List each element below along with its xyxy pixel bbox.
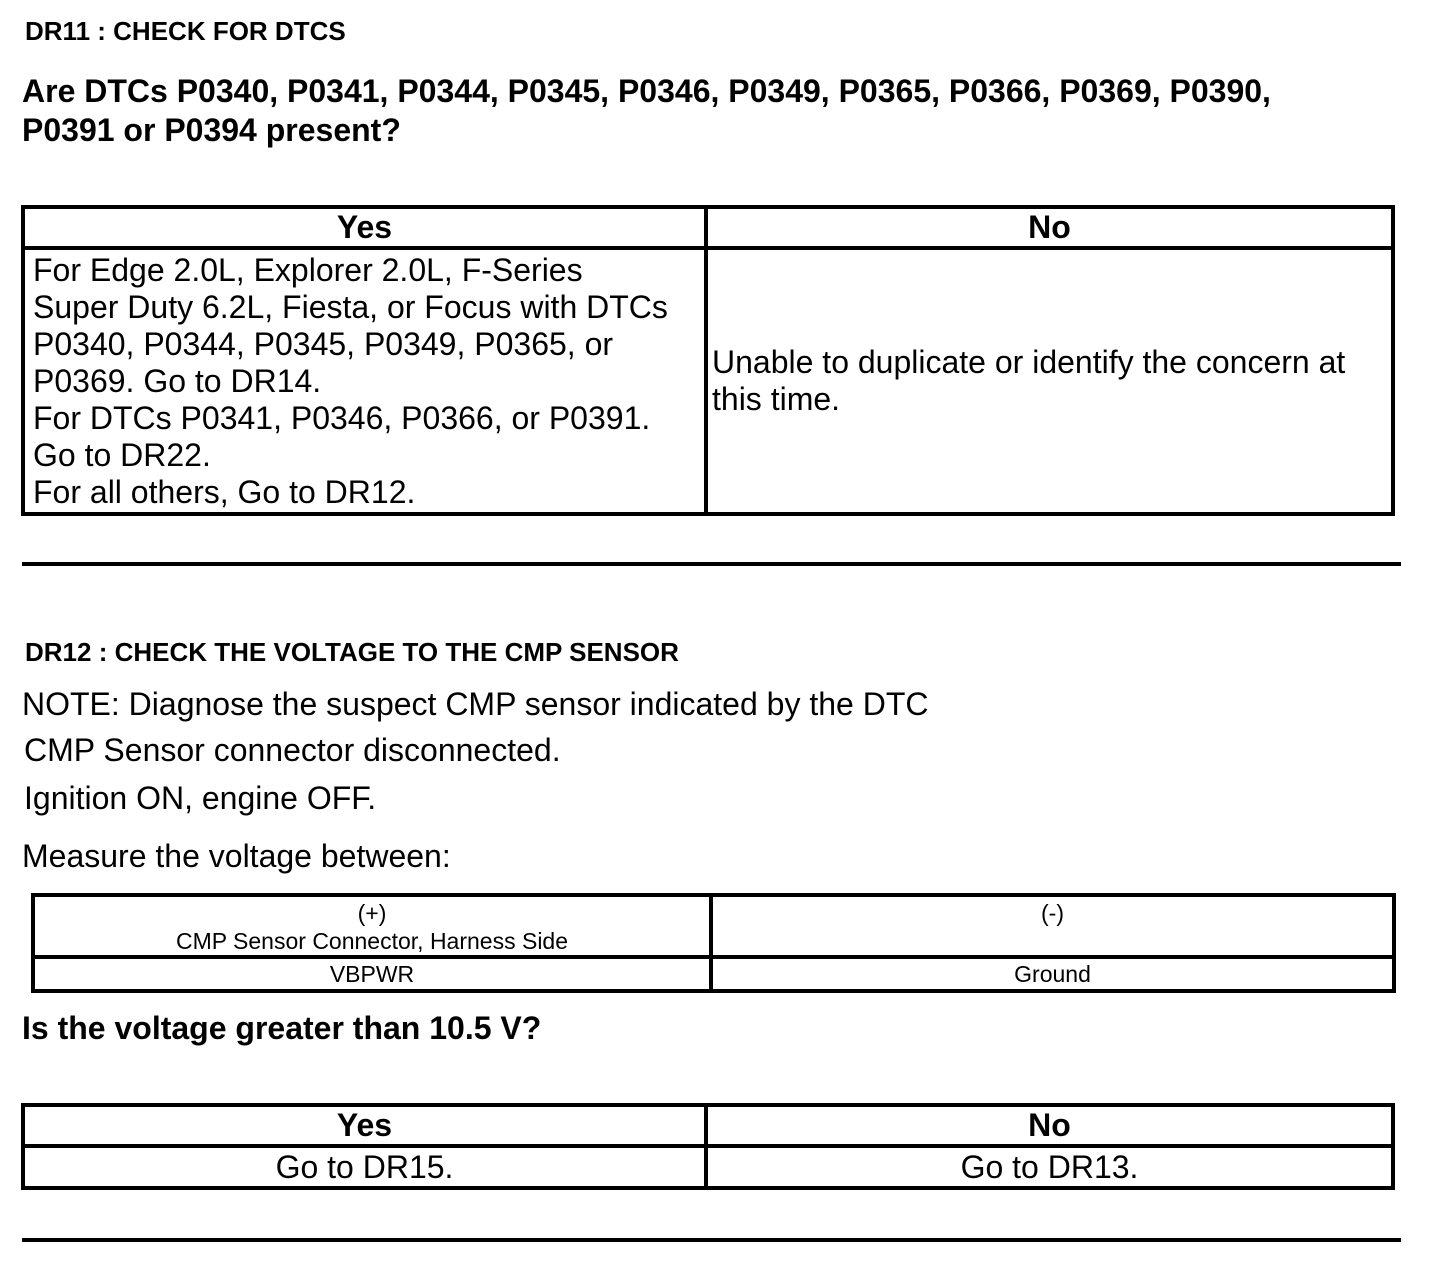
minus-terminal-cell <box>711 895 1394 957</box>
measurement-table <box>31 893 1396 993</box>
dr12-ignition-state: Ignition ON, engine OFF. <box>24 780 377 816</box>
dr11-result-table <box>21 205 1395 516</box>
plus-terminal-cell <box>33 895 711 957</box>
dr12-result-table <box>21 1103 1395 1190</box>
plus-header: (+) <box>357 900 387 926</box>
yes-line: For Edge 2.0L, Explorer 2.0L, F-Series <box>33 252 583 288</box>
section-divider <box>22 562 1401 566</box>
section-divider <box>22 1238 1401 1242</box>
yes-line: P0369. Go to DR14. <box>33 363 322 399</box>
plus-value: VBPWR <box>33 957 711 991</box>
yes-header: Yes <box>23 207 706 248</box>
dr12-measure-label: Measure the voltage between: <box>22 838 451 874</box>
yes-cell <box>23 248 706 514</box>
no-cell: Go to DR13. <box>706 1146 1393 1188</box>
yes-line: For DTCs P0341, P0346, P0366, or P0391. <box>33 400 651 436</box>
yes-cell: Go to DR15. <box>23 1146 706 1188</box>
yes-line: For all others, Go to DR12. <box>33 474 416 510</box>
plus-subheader: CMP Sensor Connector, Harness Side <box>175 928 569 954</box>
no-line: this time. <box>712 381 841 417</box>
yes-line: Go to DR22. <box>33 437 211 473</box>
dr12-question: Is the voltage greater than 10.5 V? <box>22 1010 542 1046</box>
yes-line: Super Duty 6.2L, Fiesta, or Focus with DTCs <box>33 289 668 325</box>
dr12-connector-state: CMP Sensor connector disconnected. <box>24 732 561 768</box>
dr11-question: Are DTCs P0340, P0341, P0344, P0345, P0346, P0349, P0365, P0366, P0369, P0390, P0391 or P0394 present? <box>22 73 1271 148</box>
yes-header: Yes <box>23 1105 706 1146</box>
dr12-note: NOTE: Diagnose the suspect CMP sensor indicated by the DTC <box>22 686 929 722</box>
no-header: No <box>706 1105 1393 1146</box>
no-line: Unable to duplicate or identify the concern at <box>712 344 1346 380</box>
no-cell <box>706 248 1393 514</box>
yes-line: P0340, P0344, P0345, P0349, P0365, or <box>33 326 614 362</box>
no-header: No <box>706 207 1393 248</box>
minus-header: (-) <box>1041 900 1064 926</box>
minus-value: Ground <box>711 957 1394 991</box>
dr11-step-title: DR11 : CHECK FOR DTCS <box>25 16 346 46</box>
dr12-step-title: DR12 : CHECK THE VOLTAGE TO THE CMP SENSOR <box>25 637 679 667</box>
